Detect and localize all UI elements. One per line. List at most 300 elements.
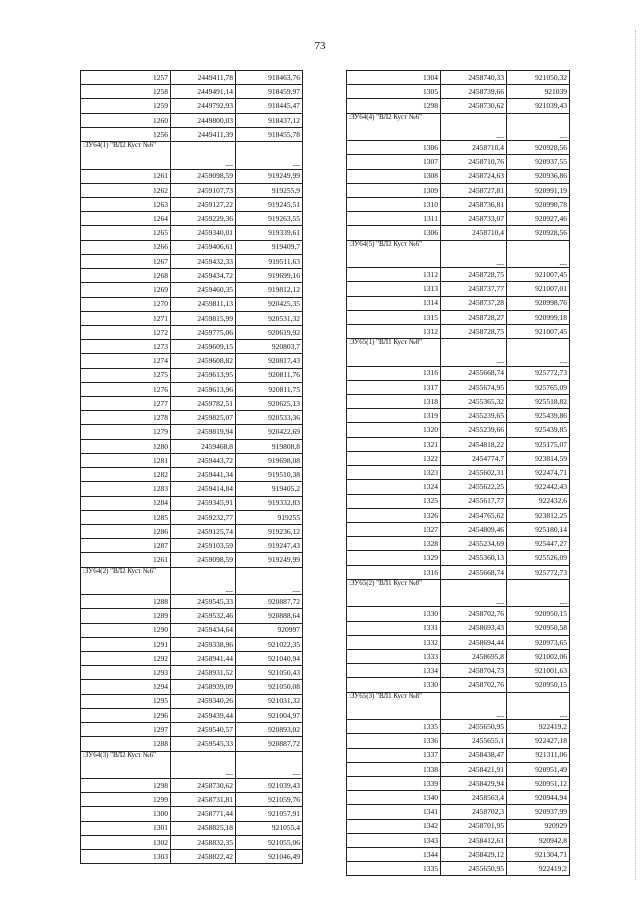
- x-coordinate: 2459609,15: [171, 340, 236, 354]
- y-coordinate: 918445,47: [236, 99, 303, 113]
- y-coordinate: 921039,43: [236, 778, 303, 792]
- point-number: 1316: [347, 565, 441, 579]
- table-row: [347, 748, 570, 762]
- point-number: 1322: [347, 451, 441, 465]
- y-coordinate: 920425,35: [236, 297, 303, 311]
- point-number: 1288: [81, 595, 171, 609]
- table-row: [347, 155, 570, 169]
- x-coordinate: 2455668,74: [441, 366, 507, 380]
- table-row: [347, 380, 570, 394]
- table-row: [347, 409, 570, 423]
- x-coordinate: 2459775,06: [171, 325, 236, 339]
- y-coordinate: 921046,49: [236, 850, 303, 864]
- y-dash: ---: [236, 751, 303, 778]
- x-coordinate: 2459811,13: [171, 297, 236, 311]
- y-coordinate: 920997: [236, 623, 303, 637]
- x-coordinate: 2458739,66: [441, 85, 507, 99]
- table-row: [347, 734, 570, 748]
- x-coordinate: 2458429,12: [441, 848, 507, 862]
- table-row: [347, 551, 570, 565]
- x-coordinate: 2459819,94: [171, 425, 236, 439]
- table-row: [81, 496, 303, 510]
- x-dash: ---: [441, 113, 507, 140]
- table-row: [81, 99, 303, 113]
- point-number: 1317: [347, 380, 441, 394]
- y-coordinate: 921004,97: [236, 708, 303, 722]
- y-coordinate: 925175,07: [507, 437, 570, 451]
- point-number: 1339: [347, 776, 441, 790]
- x-coordinate: 2459098,59: [171, 553, 236, 567]
- x-coordinate: 2459441,34: [171, 468, 236, 482]
- table-row: [347, 523, 570, 537]
- x-coordinate: 2455617,77: [441, 494, 507, 508]
- x-coordinate: 2454818,22: [441, 437, 507, 451]
- point-number: 1312: [347, 324, 441, 338]
- coordinates-table-left-body: [81, 71, 303, 864]
- point-number: 1284: [81, 496, 171, 510]
- x-coordinate: 2455239,65: [441, 409, 507, 423]
- table-row: [81, 793, 303, 807]
- y-coordinate: 920817,43: [236, 354, 303, 368]
- point-number: 1263: [81, 197, 171, 211]
- x-coordinate: 2458701,95: [441, 819, 507, 833]
- x-coordinate: 2458412,61: [441, 833, 507, 847]
- y-coordinate: 921050,43: [236, 666, 303, 680]
- y-coordinate: 921002,06: [507, 649, 570, 663]
- table-row: [81, 411, 303, 425]
- y-coordinate: 920811,76: [236, 368, 303, 382]
- point-number: 1290: [81, 623, 171, 637]
- point-number: 1326: [347, 508, 441, 522]
- table-row: [81, 382, 303, 396]
- y-coordinate: 918455,78: [236, 127, 303, 141]
- y-coordinate: 925772,73: [507, 565, 570, 579]
- point-number: 1294: [81, 680, 171, 694]
- x-coordinate: 2459439,44: [171, 708, 236, 722]
- y-coordinate: 920990,78: [507, 197, 570, 211]
- point-number: 1338: [347, 762, 441, 776]
- y-dash: ---: [507, 113, 570, 140]
- table-row: [81, 553, 303, 567]
- x-coordinate: 2459414,84: [171, 482, 236, 496]
- y-coordinate: 922474,71: [507, 466, 570, 480]
- y-coordinate: 920937,99: [507, 805, 570, 819]
- table-row: [347, 621, 570, 635]
- y-coordinate: 921007,45: [507, 324, 570, 338]
- table-row: [347, 226, 570, 240]
- x-coordinate: 2459825,07: [171, 411, 236, 425]
- point-number: 1316: [347, 366, 441, 380]
- point-number: 1298: [347, 99, 441, 113]
- section-title: :ЗУ64(1) "ВЛ2 Куст №6": [81, 142, 171, 169]
- table-row: [347, 423, 570, 437]
- point-number: 1270: [81, 297, 171, 311]
- section-header-row: [347, 579, 570, 606]
- point-number: 1343: [347, 833, 441, 847]
- table-row: [347, 819, 570, 833]
- point-number: 1261: [81, 169, 171, 183]
- point-number: 1342: [347, 819, 441, 833]
- x-coordinate: 2458693,43: [441, 621, 507, 635]
- point-number: 1287: [81, 539, 171, 553]
- x-coordinate: 2459340,01: [171, 226, 236, 240]
- table-row: [81, 127, 303, 141]
- point-number: 1266: [81, 240, 171, 254]
- x-coordinate: 2458702,76: [441, 607, 507, 621]
- table-row: [81, 468, 303, 482]
- y-coordinate: 921031,32: [236, 694, 303, 708]
- y-coordinate: 919332,83: [236, 496, 303, 510]
- table-row: [81, 169, 303, 183]
- x-coordinate: 2459125,74: [171, 525, 236, 539]
- section-title: :ЗУ64(2) "ВЛ2 Куст №6": [81, 567, 171, 594]
- x-coordinate: 2459613,95: [171, 368, 236, 382]
- x-coordinate: 2459545,33: [171, 595, 236, 609]
- table-row: [347, 607, 570, 621]
- table-row: [81, 510, 303, 524]
- table-row: [81, 240, 303, 254]
- y-coordinate: 919698,08: [236, 453, 303, 467]
- y-coordinate: 919339,61: [236, 226, 303, 240]
- y-coordinate: 919247,43: [236, 539, 303, 553]
- x-coordinate: 2459540,57: [171, 723, 236, 737]
- x-coordinate: 2455234,69: [441, 537, 507, 551]
- table-row: [81, 269, 303, 283]
- x-coordinate: 2459545,33: [171, 737, 236, 751]
- x-coordinate: 2459815,99: [171, 311, 236, 325]
- y-coordinate: 918463,76: [236, 71, 303, 85]
- y-coordinate: 921050,32: [507, 71, 570, 85]
- y-coordinate: 920422,69: [236, 425, 303, 439]
- point-number: 1262: [81, 183, 171, 197]
- x-coordinate: 2458728,27: [441, 310, 507, 324]
- point-number: 1292: [81, 651, 171, 665]
- x-coordinate: 2455365,32: [441, 395, 507, 409]
- point-number: 1278: [81, 411, 171, 425]
- point-number: 1314: [347, 296, 441, 310]
- table-row: [81, 482, 303, 496]
- x-coordinate: 2458736,81: [441, 197, 507, 211]
- coordinates-table-right-body: [347, 71, 570, 876]
- point-number: 1328: [347, 537, 441, 551]
- x-coordinate: 2458695,8: [441, 649, 507, 663]
- y-coordinate: 919255,9: [236, 183, 303, 197]
- y-dash: ---: [507, 692, 570, 719]
- point-number: 1337: [347, 748, 441, 762]
- point-number: 1319: [347, 409, 441, 423]
- y-coordinate: 920951,49: [507, 762, 570, 776]
- table-row: [347, 451, 570, 465]
- table-row: [347, 395, 570, 409]
- point-number: 1280: [81, 439, 171, 453]
- x-coordinate: 2458737,77: [441, 282, 507, 296]
- table-row: [81, 453, 303, 467]
- section-header-row: [81, 751, 303, 778]
- x-coordinate: 2458710,4: [441, 226, 507, 240]
- point-number: 1288: [81, 737, 171, 751]
- table-row: [347, 508, 570, 522]
- y-coordinate: 920533,36: [236, 411, 303, 425]
- x-coordinate: 2458563,4: [441, 791, 507, 805]
- point-number: 1310: [347, 197, 441, 211]
- y-dash: ---: [236, 142, 303, 169]
- y-coordinate: 920928,56: [507, 141, 570, 155]
- point-number: 1267: [81, 254, 171, 268]
- point-number: 1341: [347, 805, 441, 819]
- point-number: 1289: [81, 609, 171, 623]
- table-row: [347, 494, 570, 508]
- table-row: [347, 282, 570, 296]
- table-row: [81, 354, 303, 368]
- point-number: 1296: [81, 708, 171, 722]
- y-coordinate: 921059,76: [236, 793, 303, 807]
- x-coordinate: 2459229,36: [171, 212, 236, 226]
- table-row: [347, 466, 570, 480]
- x-coordinate: 2454809,46: [441, 523, 507, 537]
- x-coordinate: 2459443,72: [171, 453, 236, 467]
- table-row: [347, 296, 570, 310]
- y-coordinate: 920531,32: [236, 311, 303, 325]
- section-title: :ЗУ64(3) "ВЛ2 Куст №6": [81, 751, 171, 778]
- y-coordinate: 921007,01: [507, 282, 570, 296]
- point-number: 1269: [81, 283, 171, 297]
- x-coordinate: 2459434,64: [171, 623, 236, 637]
- table-row: [347, 183, 570, 197]
- section-title: :ЗУ64(5) "ВЛ2 Куст №6": [347, 240, 441, 267]
- point-number: 1306: [347, 226, 441, 240]
- x-coordinate: 2458421,91: [441, 762, 507, 776]
- table-row: [81, 311, 303, 325]
- point-number: 1293: [81, 666, 171, 680]
- y-coordinate: 919249,99: [236, 553, 303, 567]
- table-row: [81, 637, 303, 651]
- table-row: [347, 324, 570, 338]
- x-coordinate: 2458710,76: [441, 155, 507, 169]
- table-row: [81, 85, 303, 99]
- point-number: 1258: [81, 85, 171, 99]
- x-dash: ---: [171, 567, 236, 594]
- x-coordinate: 2458728,75: [441, 324, 507, 338]
- x-coordinate: 2455622,25: [441, 480, 507, 494]
- x-coordinate: 2459340,26: [171, 694, 236, 708]
- section-title: :ЗУ65(1) "ВЛ1 Куст №8": [347, 339, 441, 366]
- point-number: 1325: [347, 494, 441, 508]
- point-number: 1320: [347, 423, 441, 437]
- x-coordinate: 2458931,52: [171, 666, 236, 680]
- y-coordinate: 921311,06: [507, 748, 570, 762]
- x-coordinate: 2449411,39: [171, 127, 236, 141]
- section-title: :ЗУ65(2) "ВЛ1 Куст №8": [347, 579, 441, 606]
- y-coordinate: 921001,63: [507, 664, 570, 678]
- y-coordinate: 922427,18: [507, 734, 570, 748]
- y-dash: ---: [507, 579, 570, 606]
- point-number: 1275: [81, 368, 171, 382]
- table-row: [81, 439, 303, 453]
- point-number: 1335: [347, 720, 441, 734]
- y-coordinate: 922432,6: [507, 494, 570, 508]
- y-coordinate: 919699,16: [236, 269, 303, 283]
- x-coordinate: 2458730,62: [171, 778, 236, 792]
- section-title: :ЗУ64(4) "ВЛ2 Куст №6": [347, 113, 441, 140]
- y-coordinate: 921055,06: [236, 835, 303, 849]
- x-coordinate: 2458771,44: [171, 807, 236, 821]
- y-coordinate: 920944,94: [507, 791, 570, 805]
- x-coordinate: 2459406,61: [171, 240, 236, 254]
- point-number: 1304: [347, 71, 441, 85]
- y-coordinate: 925180,14: [507, 523, 570, 537]
- point-number: 1334: [347, 664, 441, 678]
- table-row: [81, 297, 303, 311]
- table-row: [347, 762, 570, 776]
- y-dash: ---: [507, 240, 570, 267]
- point-number: 1272: [81, 325, 171, 339]
- point-number: 1268: [81, 269, 171, 283]
- table-row: [81, 425, 303, 439]
- point-number: 1261: [81, 553, 171, 567]
- point-number: 1277: [81, 397, 171, 411]
- x-coordinate: 2455650,95: [441, 862, 507, 876]
- point-number: 1330: [347, 678, 441, 692]
- point-number: 1333: [347, 649, 441, 663]
- x-coordinate: 2458704,73: [441, 664, 507, 678]
- x-coordinate: 2459345,91: [171, 496, 236, 510]
- table-row: [81, 368, 303, 382]
- table-row: [81, 595, 303, 609]
- coordinates-table-right: [346, 70, 570, 876]
- point-number: 1312: [347, 268, 441, 282]
- y-coordinate: 919245,51: [236, 197, 303, 211]
- x-coordinate: 2455602,31: [441, 466, 507, 480]
- y-dash: ---: [236, 567, 303, 594]
- y-coordinate: 920998,76: [507, 296, 570, 310]
- x-coordinate: 2459232,77: [171, 510, 236, 524]
- section-header-row: [81, 567, 303, 594]
- point-number: 1265: [81, 226, 171, 240]
- y-coordinate: 923812,25: [507, 508, 570, 522]
- y-coordinate: 920625,13: [236, 397, 303, 411]
- y-coordinate: 925439,86: [507, 409, 570, 423]
- y-coordinate: 919249,99: [236, 169, 303, 183]
- x-dash: ---: [171, 751, 236, 778]
- x-coordinate: 2459468,8: [171, 439, 236, 453]
- table-row: [347, 480, 570, 494]
- table-row: [347, 437, 570, 451]
- point-number: 1283: [81, 482, 171, 496]
- y-coordinate: 925518,82: [507, 395, 570, 409]
- y-coordinate: 920619,92: [236, 325, 303, 339]
- y-coordinate: 920991,19: [507, 183, 570, 197]
- x-coordinate: 2459613,96: [171, 382, 236, 396]
- point-number: 1335: [347, 862, 441, 876]
- x-coordinate: 2455655,1: [441, 734, 507, 748]
- table-row: [347, 537, 570, 551]
- table-row: [347, 862, 570, 876]
- x-coordinate: 2459782,51: [171, 397, 236, 411]
- table-row: [81, 325, 303, 339]
- y-coordinate: 920936,86: [507, 169, 570, 183]
- table-row: [81, 254, 303, 268]
- point-number: 1327: [347, 523, 441, 537]
- y-coordinate: 918459,97: [236, 85, 303, 99]
- x-coordinate: 2455360,13: [441, 551, 507, 565]
- y-coordinate: 920999,18: [507, 310, 570, 324]
- section-header-row: [81, 142, 303, 169]
- y-coordinate: 919808,8: [236, 439, 303, 453]
- y-coordinate: 920942,8: [507, 833, 570, 847]
- x-coordinate: 2449792,93: [171, 99, 236, 113]
- table-row: [347, 664, 570, 678]
- table-row: [347, 141, 570, 155]
- y-coordinate: 920950,15: [507, 607, 570, 621]
- table-row: [347, 720, 570, 734]
- table-row: [347, 649, 570, 663]
- x-coordinate: 2455674,95: [441, 380, 507, 394]
- x-dash: ---: [441, 579, 507, 606]
- x-coordinate: 2459460,35: [171, 283, 236, 297]
- section-header-row: [347, 240, 570, 267]
- table-row: [81, 680, 303, 694]
- section-header-row: [347, 113, 570, 140]
- table-row: [81, 183, 303, 197]
- table-row: [347, 678, 570, 692]
- table-row: [81, 397, 303, 411]
- y-coordinate: 919511,63: [236, 254, 303, 268]
- table-row: [347, 169, 570, 183]
- y-coordinate: 925765,09: [507, 380, 570, 394]
- table-row: [81, 835, 303, 849]
- y-coordinate: 920803,7: [236, 340, 303, 354]
- table-row: [81, 609, 303, 623]
- point-number: 1279: [81, 425, 171, 439]
- y-coordinate: 918437,12: [236, 113, 303, 127]
- table-row: [347, 776, 570, 790]
- table-row: [347, 99, 570, 113]
- y-coordinate: 920927,46: [507, 212, 570, 226]
- x-coordinate: 2458694,44: [441, 635, 507, 649]
- section-header-row: [347, 339, 570, 366]
- point-number: 1281: [81, 453, 171, 467]
- table-row: [81, 539, 303, 553]
- point-number: 1307: [347, 155, 441, 169]
- y-coordinate: 920888,64: [236, 609, 303, 623]
- x-coordinate: 2459608,82: [171, 354, 236, 368]
- point-number: 1323: [347, 466, 441, 480]
- x-dash: ---: [441, 692, 507, 719]
- point-number: 1330: [347, 607, 441, 621]
- point-number: 1324: [347, 480, 441, 494]
- point-number: 1297: [81, 723, 171, 737]
- x-coordinate: 2455650,95: [441, 720, 507, 734]
- x-coordinate: 2459103,59: [171, 539, 236, 553]
- x-coordinate: 2458733,07: [441, 212, 507, 226]
- y-coordinate: 919255: [236, 510, 303, 524]
- x-coordinate: 2459432,33: [171, 254, 236, 268]
- y-coordinate: 919812,12: [236, 283, 303, 297]
- x-dash: ---: [441, 240, 507, 267]
- table-row: [81, 737, 303, 751]
- y-coordinate: 922419,2: [507, 862, 570, 876]
- y-coordinate: 920950,15: [507, 678, 570, 692]
- x-coordinate: 2458941,44: [171, 651, 236, 665]
- table-row: [347, 848, 570, 862]
- y-coordinate: 921057,91: [236, 807, 303, 821]
- y-coordinate: 922442,43: [507, 480, 570, 494]
- y-coordinate: 920887,72: [236, 737, 303, 751]
- point-number: 1308: [347, 169, 441, 183]
- x-dash: ---: [441, 339, 507, 366]
- table-row: [347, 833, 570, 847]
- y-coordinate: 921022,35: [236, 637, 303, 651]
